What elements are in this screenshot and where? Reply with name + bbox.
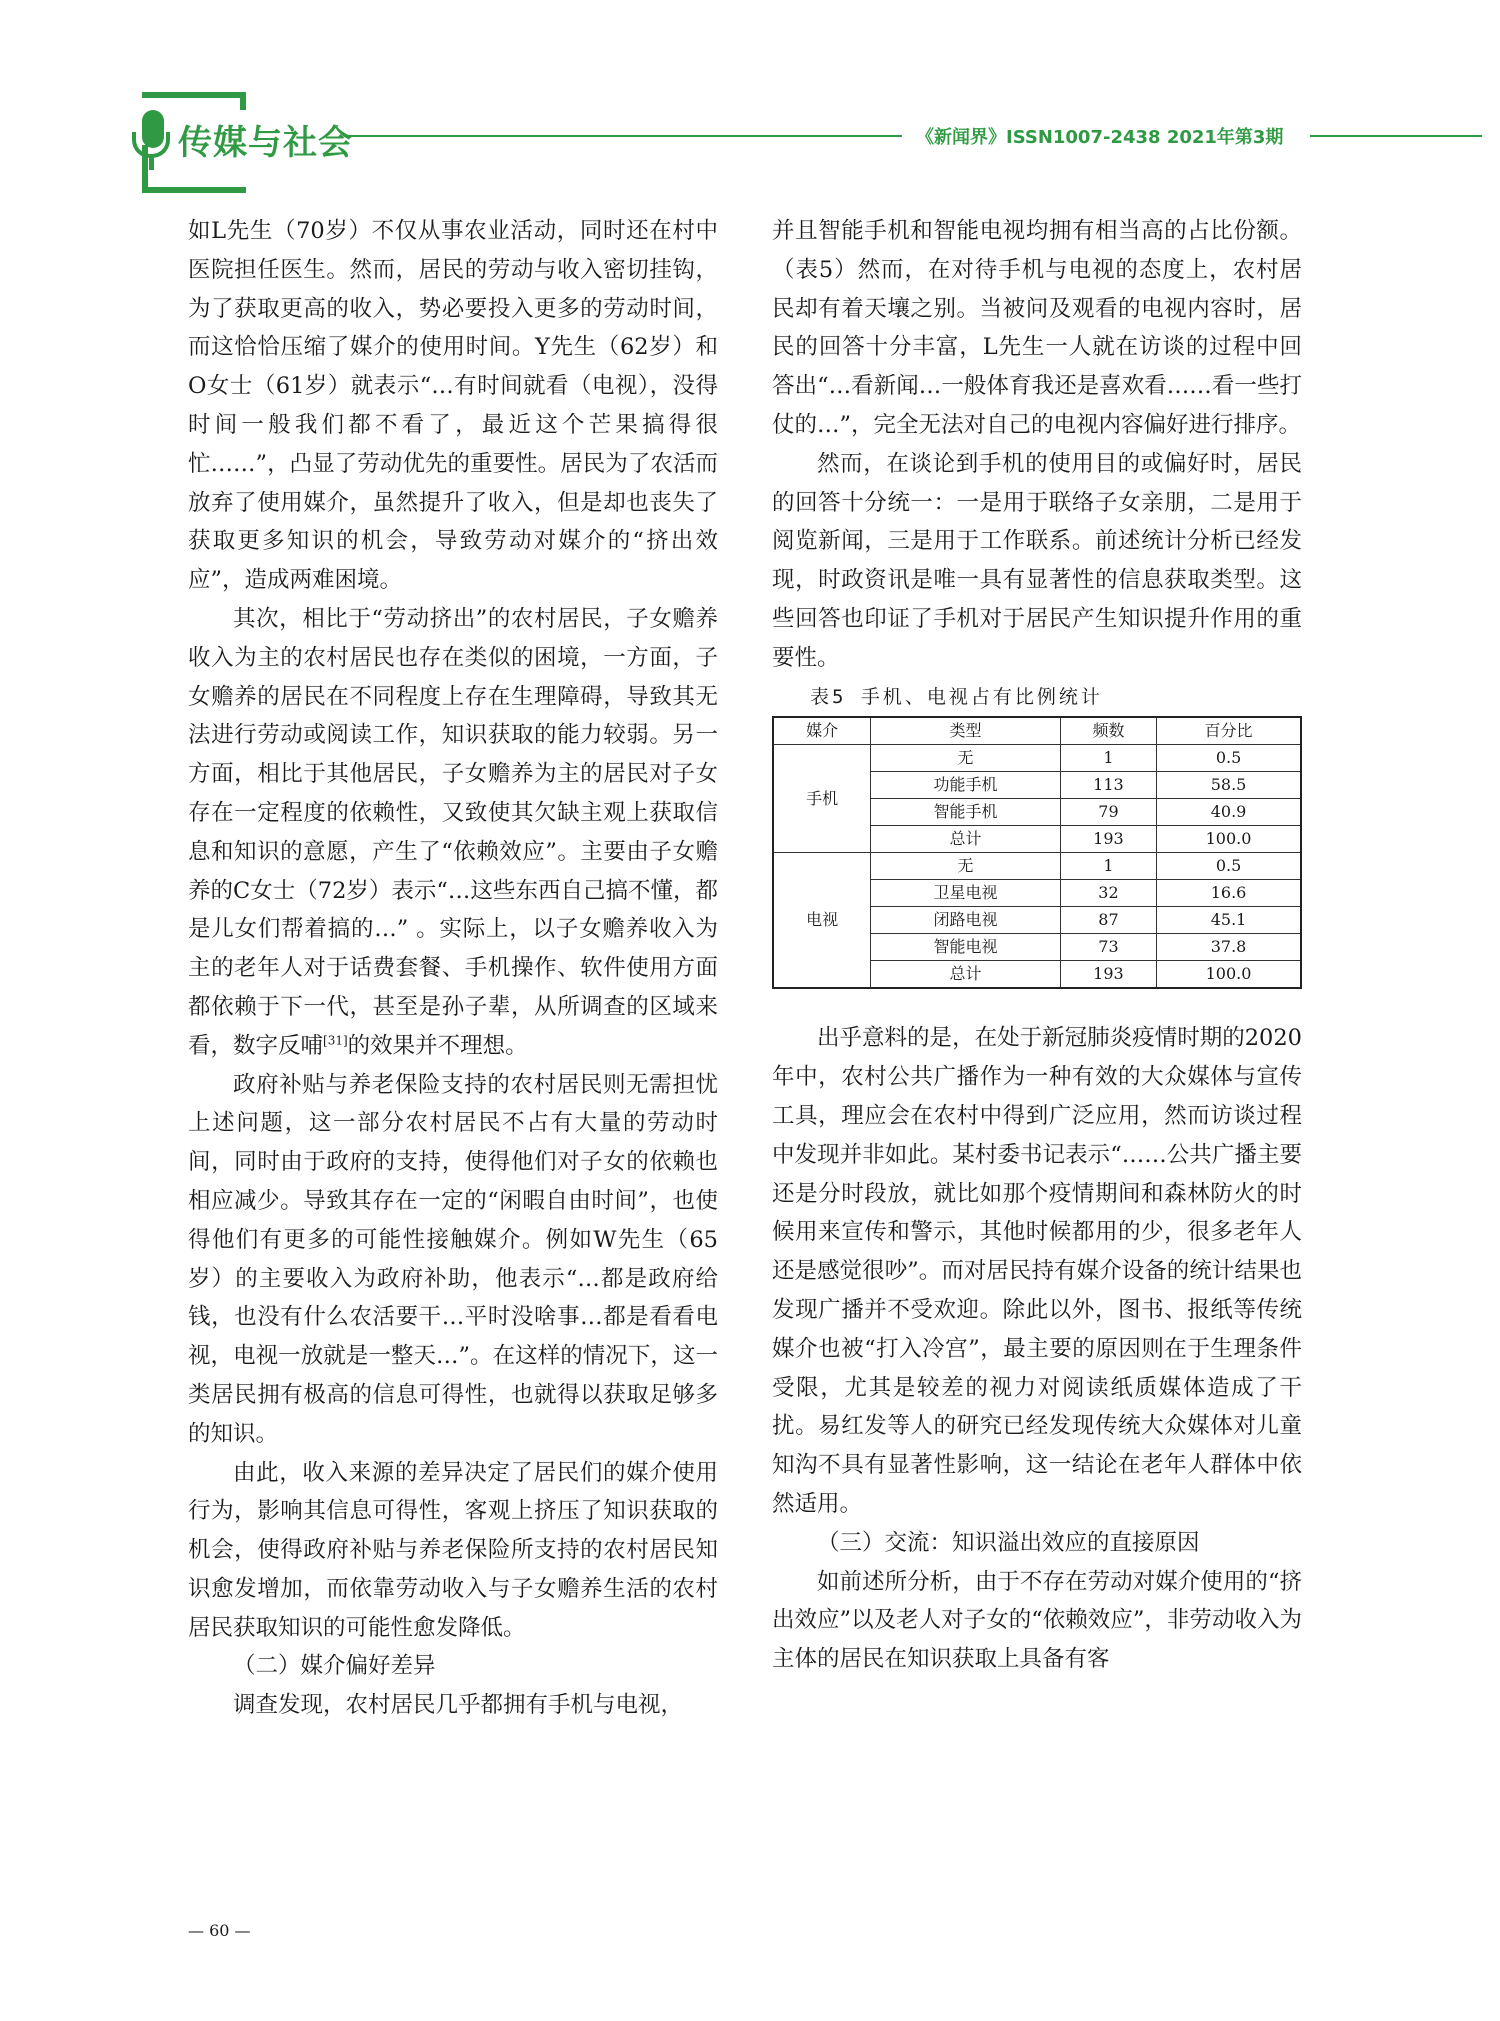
table-5 (772, 716, 1302, 989)
table-cell: 0.5 (1157, 853, 1301, 880)
microphone-stem-icon (149, 156, 154, 170)
table-cell: 智能手机 (871, 799, 1061, 826)
section-subheading: （三）交流：知识溢出效应的直接原因 (817, 1529, 1200, 1556)
logo-frame-top (142, 92, 246, 110)
table-cell: 1 (1060, 745, 1156, 772)
paragraph: 如L先生（70岁）不仅从事农业活动，同时还在村中医院担任医生。然而，居民的劳动与收入密切挂钩，为了获取更高的收入，势必要投入更多的劳动时间，而这恰恰压缩了媒介的使用时间。Y先生（62岁）和O女士（61岁）就表示“…有时间就看（电视），没得时间一般我们都不看了，最近这个芒果搞得很忙……”，凸显了劳动优先的重要性。居民为了农活而放弃了使用媒介，虽然提升了收入，但是却也丧失了获取更多知识的机会，导致劳动对媒介的“挤出效应”，造成两难困境。 (188, 218, 718, 594)
table-title: 表5 手机、电视占有比例统计 (810, 685, 1103, 708)
table-cell: 193 (1060, 961, 1156, 989)
paragraph: 然而，在谈论到手机的使用目的或偏好时，居民的回答十分统一：一是用于联络子女亲朋，二是用于阅览新闻，三是用于工作联系。前述统计分析已经发现，时政资讯是唯一具有显著性的信息获取类型。这些回答也印证了手机对于居民产生知识提升作用的重要性。 (772, 450, 1302, 671)
table-cell: 45.1 (1157, 907, 1301, 934)
table-header-cell: 频数 (1060, 717, 1156, 745)
table-cell: 113 (1060, 772, 1156, 799)
media-group-label: 手机 (773, 745, 871, 853)
table-cell: 智能电视 (871, 934, 1061, 961)
table-cell: 0.5 (1157, 745, 1301, 772)
table-cell: 40.9 (1157, 799, 1301, 826)
section-subheading: （二）媒介偏好差异 (233, 1653, 436, 1680)
paragraph (188, 600, 718, 1066)
paragraph: 调查发现，农村居民几乎都拥有手机与电视， (233, 1692, 684, 1719)
table-cell: 无 (871, 745, 1061, 772)
header-rule-right (1310, 135, 1482, 137)
table-cell: 总计 (871, 826, 1061, 853)
media-group-label: 电视 (773, 853, 871, 989)
paragraph: 政府补贴与养老保险支持的农村居民则无需担忧上述问题，这一部分农村居民不占有大量的劳动时间，同时由于政府的支持，使得他们对子女的依赖也相应减少。导致其存在一定的“闲暇自由时间”，也使得他们有更多的可能性接触媒介。例如W先生（65岁）的主要收入为政府补助，他表示“…都是政府给钱，也没有什么农活要干…平时没啥事…都是看看电视，电视一放就是一整天…”。在这样的情况下，这一类居民拥有极高的信息可得性，也就得以获取足够多的知识。 (188, 1071, 718, 1447)
citation-ref: [31] (323, 1033, 348, 1048)
table-cell: 79 (1060, 799, 1156, 826)
table-cell: 100.0 (1157, 961, 1301, 989)
table-cell: 卫星电视 (871, 880, 1061, 907)
table-cell: 100.0 (1157, 826, 1301, 853)
journal-info: 《新闻界》ISSN1007-2438 2021年第3期 (916, 127, 1284, 148)
right-column (772, 212, 1302, 1679)
paragraph: 如前述所分析，由于不存在劳动对媒介使用的“挤出效应”以及老人对子女的“依赖效应”，非劳动收入为主体的居民在知识获取上具备有客 (772, 1568, 1302, 1673)
table-cell: 总计 (871, 961, 1061, 989)
table-row (773, 853, 1301, 880)
page-number: — 60 — (188, 1921, 251, 1940)
table-cell: 16.6 (1157, 880, 1301, 907)
table-cell: 闭路电视 (871, 907, 1061, 934)
table-cell: 87 (1060, 907, 1156, 934)
table-cell: 73 (1060, 934, 1156, 961)
table-cell: 无 (871, 853, 1061, 880)
table-cell: 1 (1060, 853, 1156, 880)
table-header-cell: 媒介 (773, 717, 871, 745)
table-header-row (773, 717, 1301, 745)
table-cell: 32 (1060, 880, 1156, 907)
left-column (188, 212, 718, 1725)
table-cell: 58.5 (1157, 772, 1301, 799)
paragraph: 出乎意料的是，在处于新冠肺炎疫情时期的2020年中，农村公共广播作为一种有效的大众媒体与宣传工具，理应会在农村中得到广泛应用，然而访谈过程中发现并非如此。某村委书记表示“……公共广播主要还是分时段放，就比如那个疫情期间和森林防火的时候用来宣传和警示，其他时候都用的少，很多老年人还是感觉很吵”。而对居民持有媒介设备的统计结果也发现广播并不受欢迎。除此以外，图书、报纸等传统媒介也被“打入冷宫”，最主要的原因则在于生理条件受限，尤其是较差的视力对阅读纸质媒体造成了干扰。易红发等人的研究已经发现传统大众媒体对儿童知沟不具有显著性影响，这一结论在老年人群体中依然适用。 (772, 1025, 1302, 1517)
table-row (773, 745, 1301, 772)
header-rule-left (344, 135, 902, 137)
table-cell: 37.8 (1157, 934, 1301, 961)
table-header-cell: 类型 (871, 717, 1061, 745)
column-title: 传媒与社会 (178, 123, 353, 163)
table-header-cell: 百分比 (1157, 717, 1301, 745)
table-cell: 193 (1060, 826, 1156, 853)
table-cell: 功能手机 (871, 772, 1061, 799)
paragraph-text: 其次，相比于“劳动挤出”的农村居民，子女赡养收入为主的农村居民也存在类似的困境，一方面，子女赡养的居民在不同程度上存在生理障碍，导致其无法进行劳动或阅读工作，知识获取的能力较弱。另一方面，相比于其他居民，子女赡养为主的居民对子女存在一定程度的依赖性，又致使其欠缺主观上获取信息和知识的意愿，产生了“依赖效应”。主要由子女赡养的C女士（72岁）表示“…这些东西自己搞不懂，都是儿女们帮着搞的…” 。实际上，以子女赡养收入为主的老年人对于话费套餐、手机操作、软件使用方面都依赖于下一代，甚至是孙子辈，从所调查的区域来看，数字反哺 (188, 605, 718, 1059)
paragraph: 并且智能手机和智能电视均拥有相当高的占比份额。（表5）然而，在对待手机与电视的态度上，农村居民却有着天壤之别。当被问及观看的电视内容时，居民的回答十分丰富，L先生一人就在访谈的过程中回答出“…看新闻…一般体育我还是喜欢看……看一些打仗的…”，完全无法对自己的电视内容偏好进行排序。 (772, 218, 1302, 438)
paragraph: 由此，收入来源的差异决定了居民们的媒介使用行为，影响其信息可得性，客观上挤压了知识获取的机会，使得政府补贴与养老保险所支持的农村居民知识愈发增加，而依靠劳动收入与子女赡养生活的农村居民获取知识的可能性愈发降低。 (188, 1459, 718, 1641)
paragraph-text: 的效果并不理想。 (347, 1032, 528, 1059)
